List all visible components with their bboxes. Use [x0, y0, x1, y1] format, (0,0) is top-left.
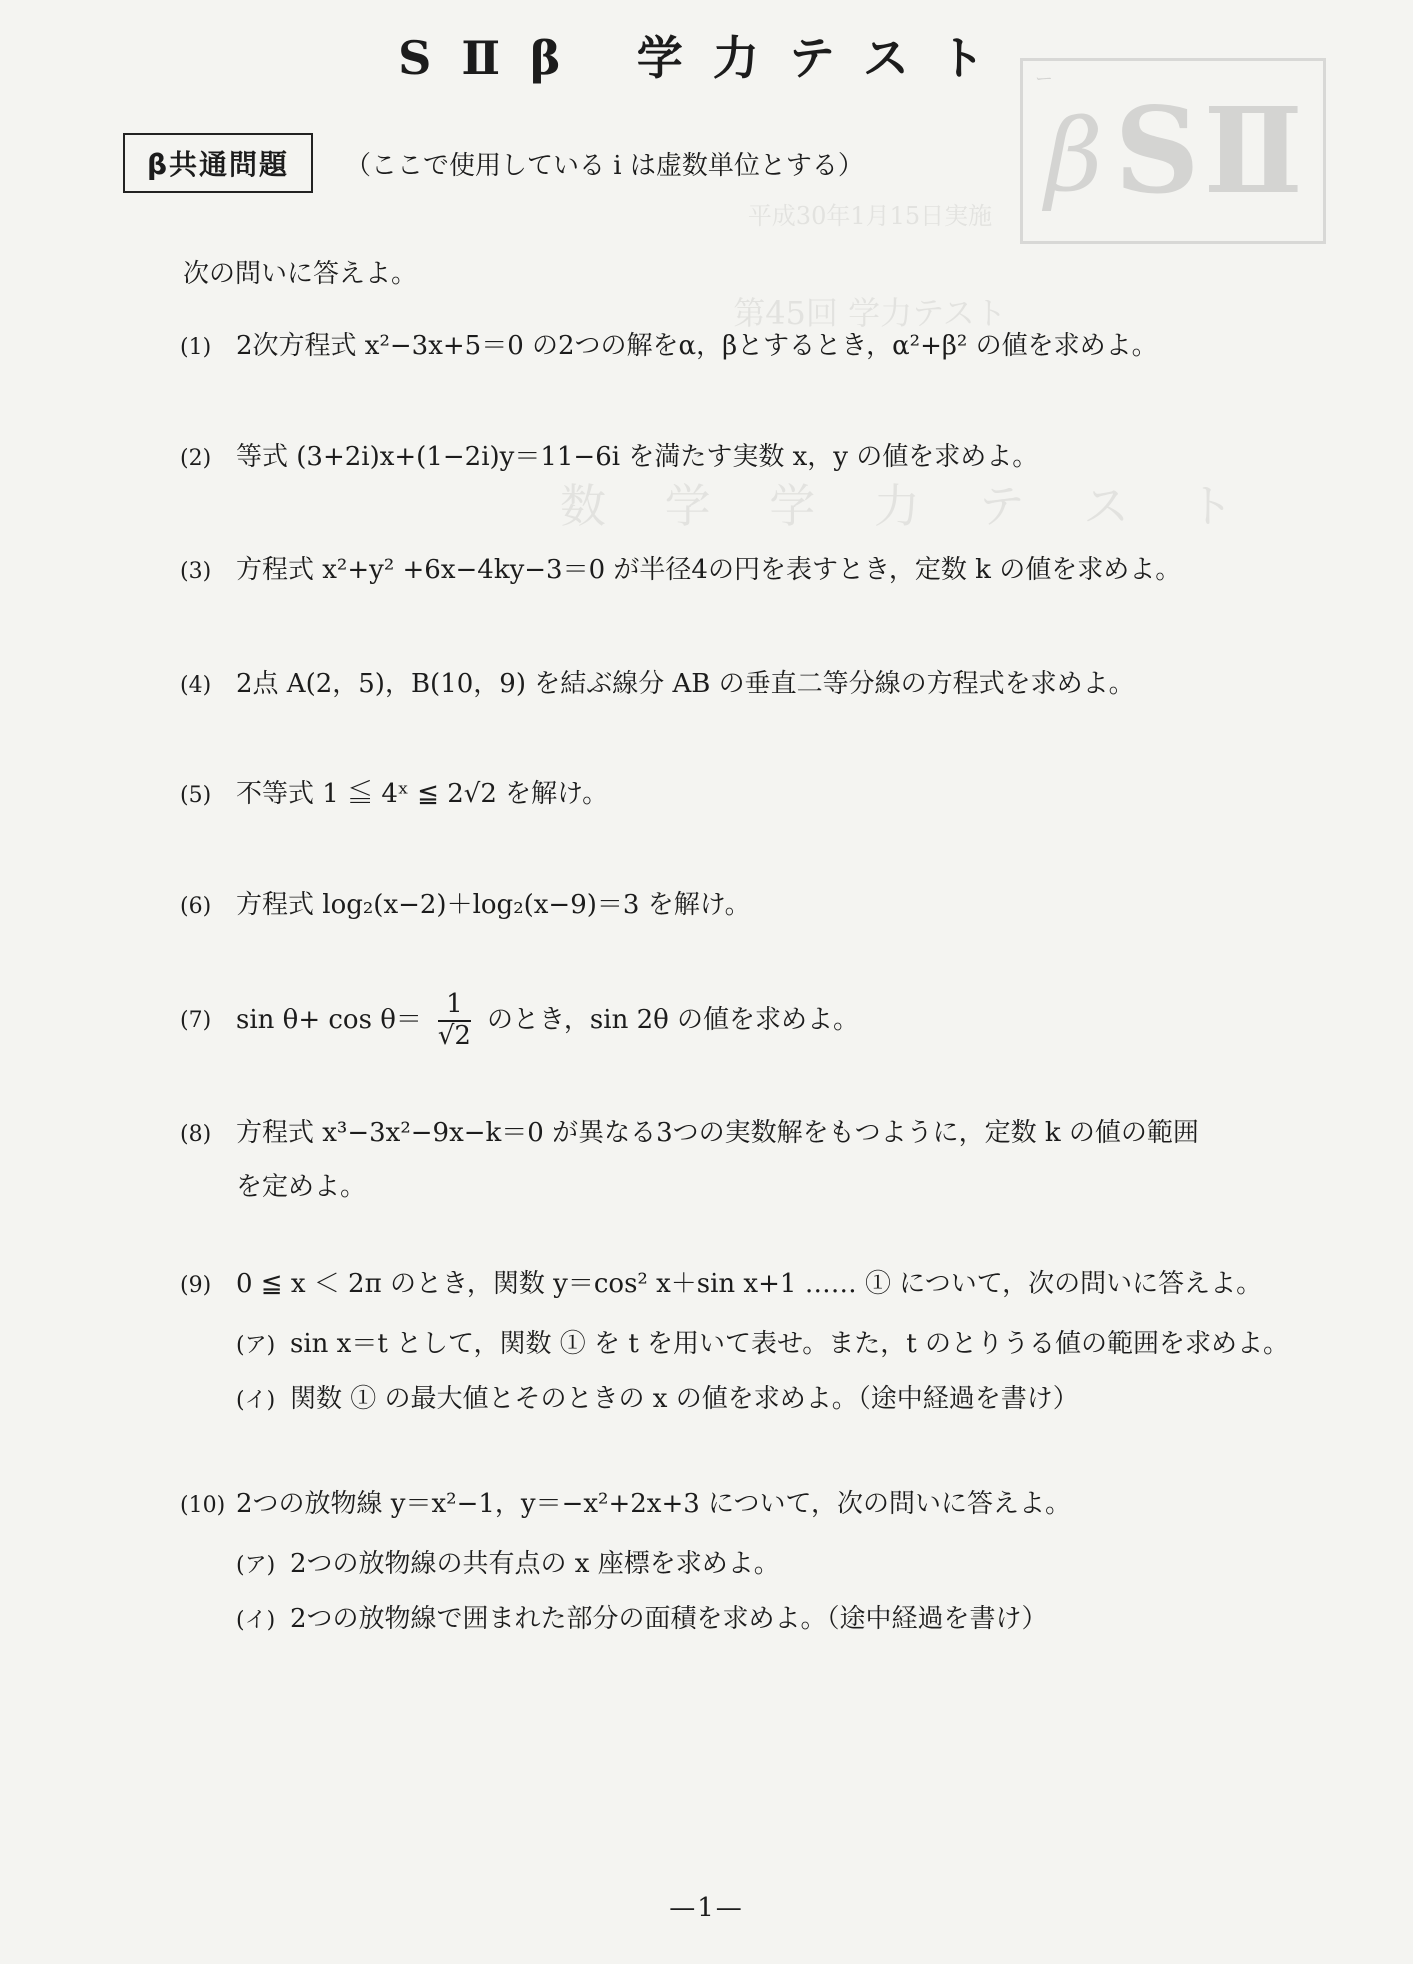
question-10 — [180, 1488, 1071, 1522]
question-number: (1) — [180, 335, 212, 360]
bleed-through-title: 数 学 学 力 テ ス ト — [560, 479, 1256, 533]
question-number: (4) — [180, 673, 212, 698]
stamp-big: SⅡ — [1114, 81, 1307, 220]
question-number: (7) — [180, 1007, 212, 1033]
fraction-numerator: 1 — [438, 990, 471, 1022]
question-text: 不等式 1 ≦ 4ˣ ≦ 2√2 を解け。 — [236, 779, 609, 809]
question-text: 等式 (3+2i)x+(1−2i)y＝11−6i を満たす実数 x，y の値を求めよ。 — [236, 442, 1039, 472]
question-text: 方程式 log₂(x−2)＋log₂(x−9)＝3 を解け。 — [236, 890, 751, 920]
sub-number: (イ) — [236, 1608, 276, 1633]
question-8 — [180, 1117, 1199, 1151]
question-text: 2つの放物線 y＝x²−1，y＝−x²+2x+3 について，次の問いに答えよ。 — [236, 1489, 1072, 1519]
sub-number: (ア) — [236, 1553, 276, 1578]
question-number: (3) — [180, 559, 212, 584]
question-text: 0 ≦ x ＜ 2π のとき，関数 y＝cos² x＋sin x+1 …… ① について，次の問いに答えよ。 — [236, 1269, 1263, 1299]
page-title: SⅡβ 学力テスト — [398, 31, 1015, 85]
question-9-sub-b — [236, 1378, 1079, 1415]
question-text: 2点 A(2，5)，B(10，9) を結ぶ線分 AB の垂直二等分線の方程式を求めよ。 — [236, 669, 1135, 699]
question-text-a: sin θ+ cos θ＝ — [236, 1004, 422, 1035]
question-number: (2) — [180, 446, 212, 471]
question-5 — [180, 778, 608, 812]
question-1 — [180, 330, 1158, 364]
bleed-through-heading: 第45回 学力テスト — [733, 294, 1007, 332]
stamp-greek: β — [1045, 97, 1103, 214]
sub-text: 関数 ① の最大値とそのときの x の値を求めよ。（途中経過を書け） — [290, 1384, 1079, 1414]
sub-text: 2つの放物線の共有点の x 座標を求めよ。 — [290, 1549, 780, 1579]
question-9 — [180, 1268, 1262, 1302]
question-number: (8) — [180, 1122, 212, 1147]
question-9-sub-a — [236, 1323, 1289, 1360]
question-6 — [180, 889, 751, 923]
question-4 — [180, 668, 1135, 702]
sub-number: (イ) — [236, 1388, 276, 1413]
sub-text: 2つの放物線で囲まれた部分の面積を求めよ。（途中経過を書け） — [290, 1604, 1048, 1634]
question-text: 2次方程式 x²−3x+5＝0 の2つの解をα，βとするとき，α²+β² の値を求めよ。 — [236, 331, 1158, 361]
question-7 — [180, 990, 859, 1052]
bleed-through-date: 平成30年1月15日実施 — [747, 202, 993, 230]
question-number: (10) — [180, 1493, 226, 1518]
instructions: 次の問いに答えよ。 — [183, 259, 418, 289]
sub-text: sin x＝t として，関数 ① を t を用いて表せ。また，t のとりうる値の範囲を求めよ。 — [290, 1329, 1289, 1359]
question-text: 方程式 x²+y² +6x−4ky−3＝0 が半径4の円を表すとき，定数 k の値を求めよ。 — [236, 555, 1182, 585]
question-10-sub-b — [236, 1598, 1048, 1635]
question-text: 方程式 x³−3x²−9x−k＝0 が異なる3つの実数解をもつように，定数 k の値の範囲 — [236, 1118, 1199, 1148]
sub-number: (ア) — [236, 1333, 276, 1358]
question-3 — [180, 554, 1181, 588]
question-number: (6) — [180, 894, 212, 919]
page-number: —1— — [669, 1893, 744, 1923]
section-header — [123, 133, 864, 193]
question-10-sub-a — [236, 1543, 780, 1580]
question-2 — [180, 441, 1038, 475]
question-number: (5) — [180, 783, 212, 808]
question-number: (9) — [180, 1273, 212, 1298]
section-label: β共通問題 — [123, 133, 313, 193]
question-text-b: のとき，sin 2θ の値を求めよ。 — [486, 1004, 860, 1035]
fraction — [432, 990, 477, 1052]
fraction-denominator: √2 — [437, 1020, 471, 1051]
question-8-continuation: を定めよ。 — [236, 1172, 367, 1202]
stamp-label: ー — [1035, 69, 1053, 90]
section-note: （ここで使用している i は虚数単位とする） — [345, 150, 864, 181]
